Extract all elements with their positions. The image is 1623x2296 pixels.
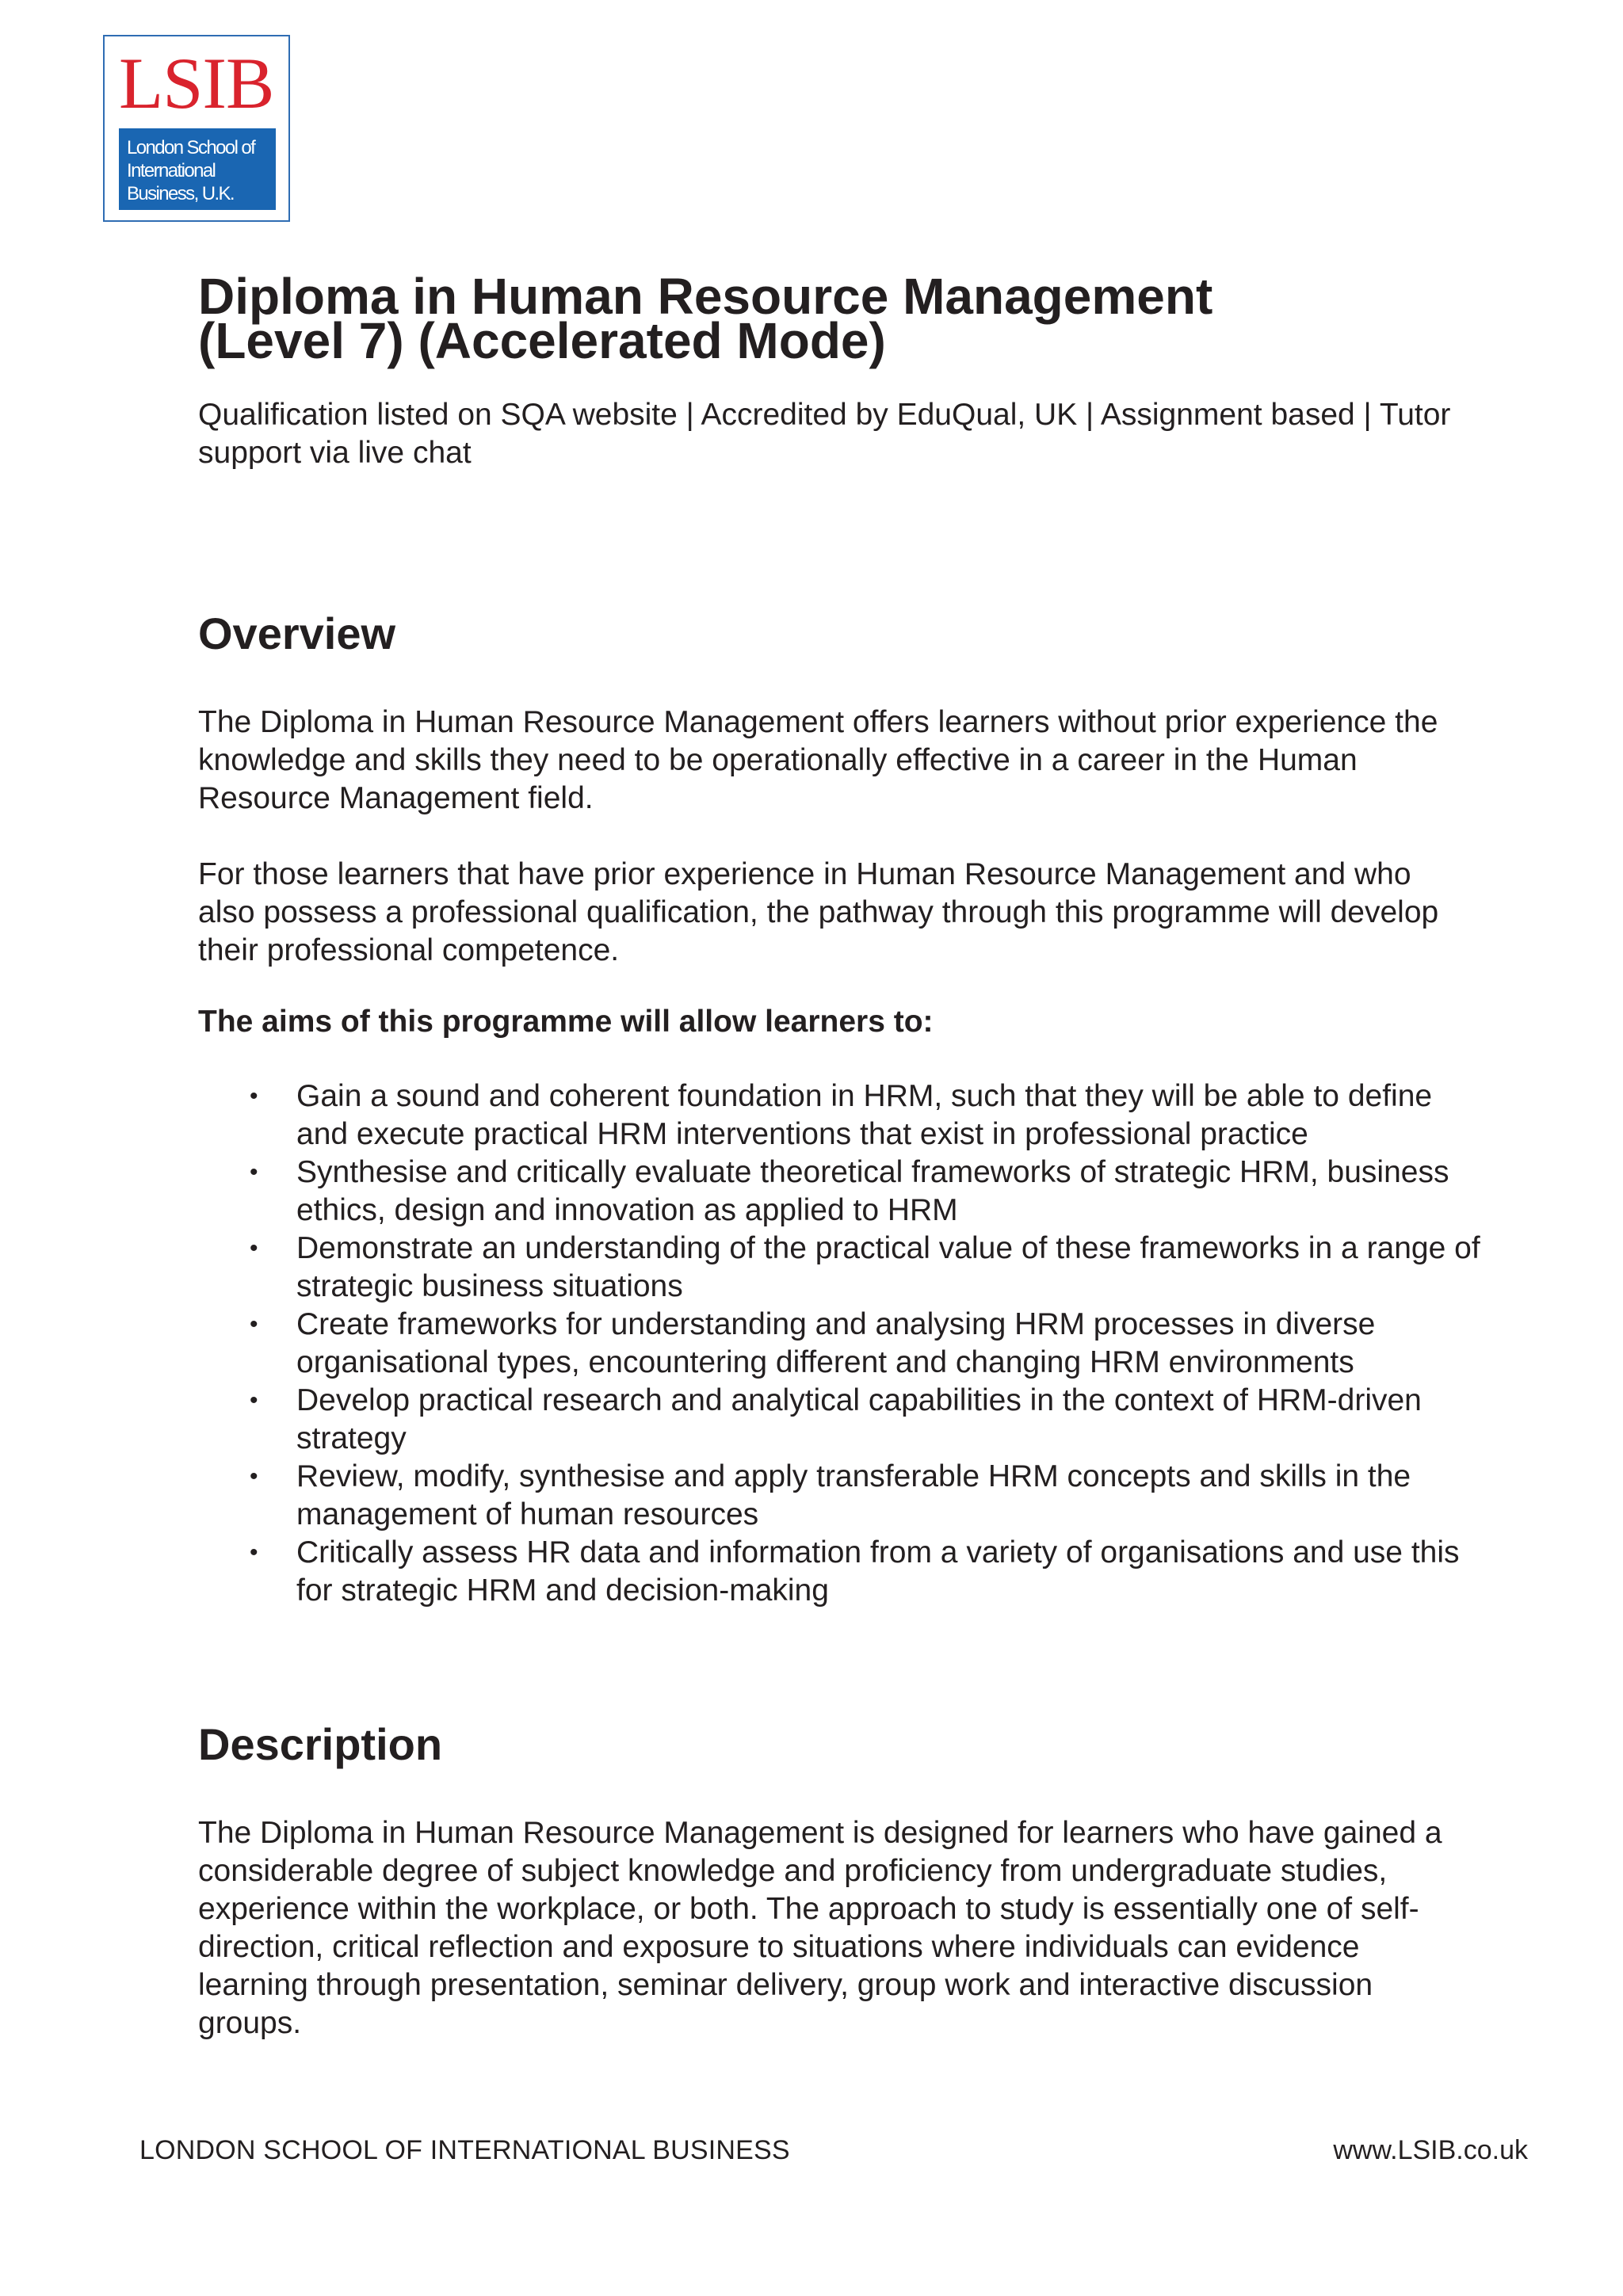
aims-list-item (198, 1077, 1482, 1154)
page-subtitle: Qualification listed on SQA website | Accredited by EduQual, UK | Assignment based | Tutor support via live chat (198, 398, 1451, 470)
logo-tagline-line-3: Business, U.K. (127, 183, 234, 204)
bullet-icon: • (250, 1083, 258, 1109)
bullet-icon: • (250, 1539, 258, 1566)
aims-list-item-text: Review, modify, synthesise and apply transferable HRM concepts and skills in the management of human resources (296, 1459, 1411, 1531)
page-title (198, 268, 1450, 369)
aims-list-item (198, 1458, 1482, 1534)
logo-tagline-line-1: London School of (127, 137, 255, 158)
logo-tagline-line-2: International (127, 160, 216, 181)
bullet-icon: • (250, 1311, 258, 1337)
overview-heading: Overview (198, 608, 396, 658)
description-paragraph: The Diploma in Human Resource Management is designed for learners who have gained a considerable degree of subject knowledge and proficiency from undergraduate studies, experience within the workplace, or both. The approach to study is essentially one of self-direction, critical reflection and exposure to situations where individuals can evidence learning through presentation, seminar delivery, group work and interactive discussion groups. (198, 1816, 1442, 2040)
page-title-line-1: Diploma in Human Resource Management (198, 268, 1213, 325)
footer-website-link[interactable]: www.LSIB.co.uk (1333, 2135, 1528, 2165)
aims-list-item-text: Demonstrate an understanding of the practical value of these frameworks in a range of strategic business situations (296, 1231, 1480, 1303)
aims-list (198, 1077, 1482, 1610)
logo-wordmark: LSIB (119, 43, 274, 124)
aims-list-item-text: Critically assess HR data and information from a variety of organisations and use this for strategic HRM and decision-making (296, 1535, 1460, 1608)
bullet-icon: • (250, 1159, 258, 1185)
aims-list-item (198, 1154, 1482, 1230)
bullet-icon: • (250, 1387, 258, 1413)
aims-list-item (198, 1230, 1482, 1306)
aims-list-item-text: Create frameworks for understanding and analysing HRM processes in diverse organisational types, encountering different and changing HRM environments (296, 1307, 1376, 1379)
aims-list-item-text: Gain a sound and coherent foundation in HRM, such that they will be able to define and execute practical HRM interventions that exist in professional practice (296, 1079, 1433, 1151)
bullet-icon: • (250, 1235, 258, 1261)
footer-school-name: LONDON SCHOOL OF INTERNATIONAL BUSINESS (139, 2135, 790, 2165)
aims-heading: The aims of this programme will allow learners to: (198, 1005, 934, 1039)
aims-list-item-text: Synthesise and critically evaluate theoretical frameworks of strategic HRM, business ethics, design and innovation as applied to HRM (296, 1155, 1449, 1227)
overview-paragraph-1: The Diploma in Human Resource Management offers learners without prior experience the knowledge and skills they need to be operationally effective in a career in the Human Resource Management field. (198, 705, 1438, 815)
logo-tagline-box (119, 128, 276, 210)
aims-list-item (198, 1306, 1482, 1382)
aims-list-item (198, 1382, 1482, 1458)
page-title-line-2: (Level 7) (Accelerated Mode) (198, 312, 886, 369)
bullet-icon: • (250, 1463, 258, 1489)
lsib-logo (103, 35, 290, 222)
aims-list-item (198, 1534, 1482, 1610)
description-heading: Description (198, 1719, 443, 1769)
overview-paragraph-2: For those learners that have prior experience in Human Resource Management and who also possess a professional qualification, the pathway through this programme will develop their professional competence. (198, 857, 1439, 967)
aims-list-item-text: Develop practical research and analytical capabilities in the context of HRM-driven strategy (296, 1383, 1422, 1455)
